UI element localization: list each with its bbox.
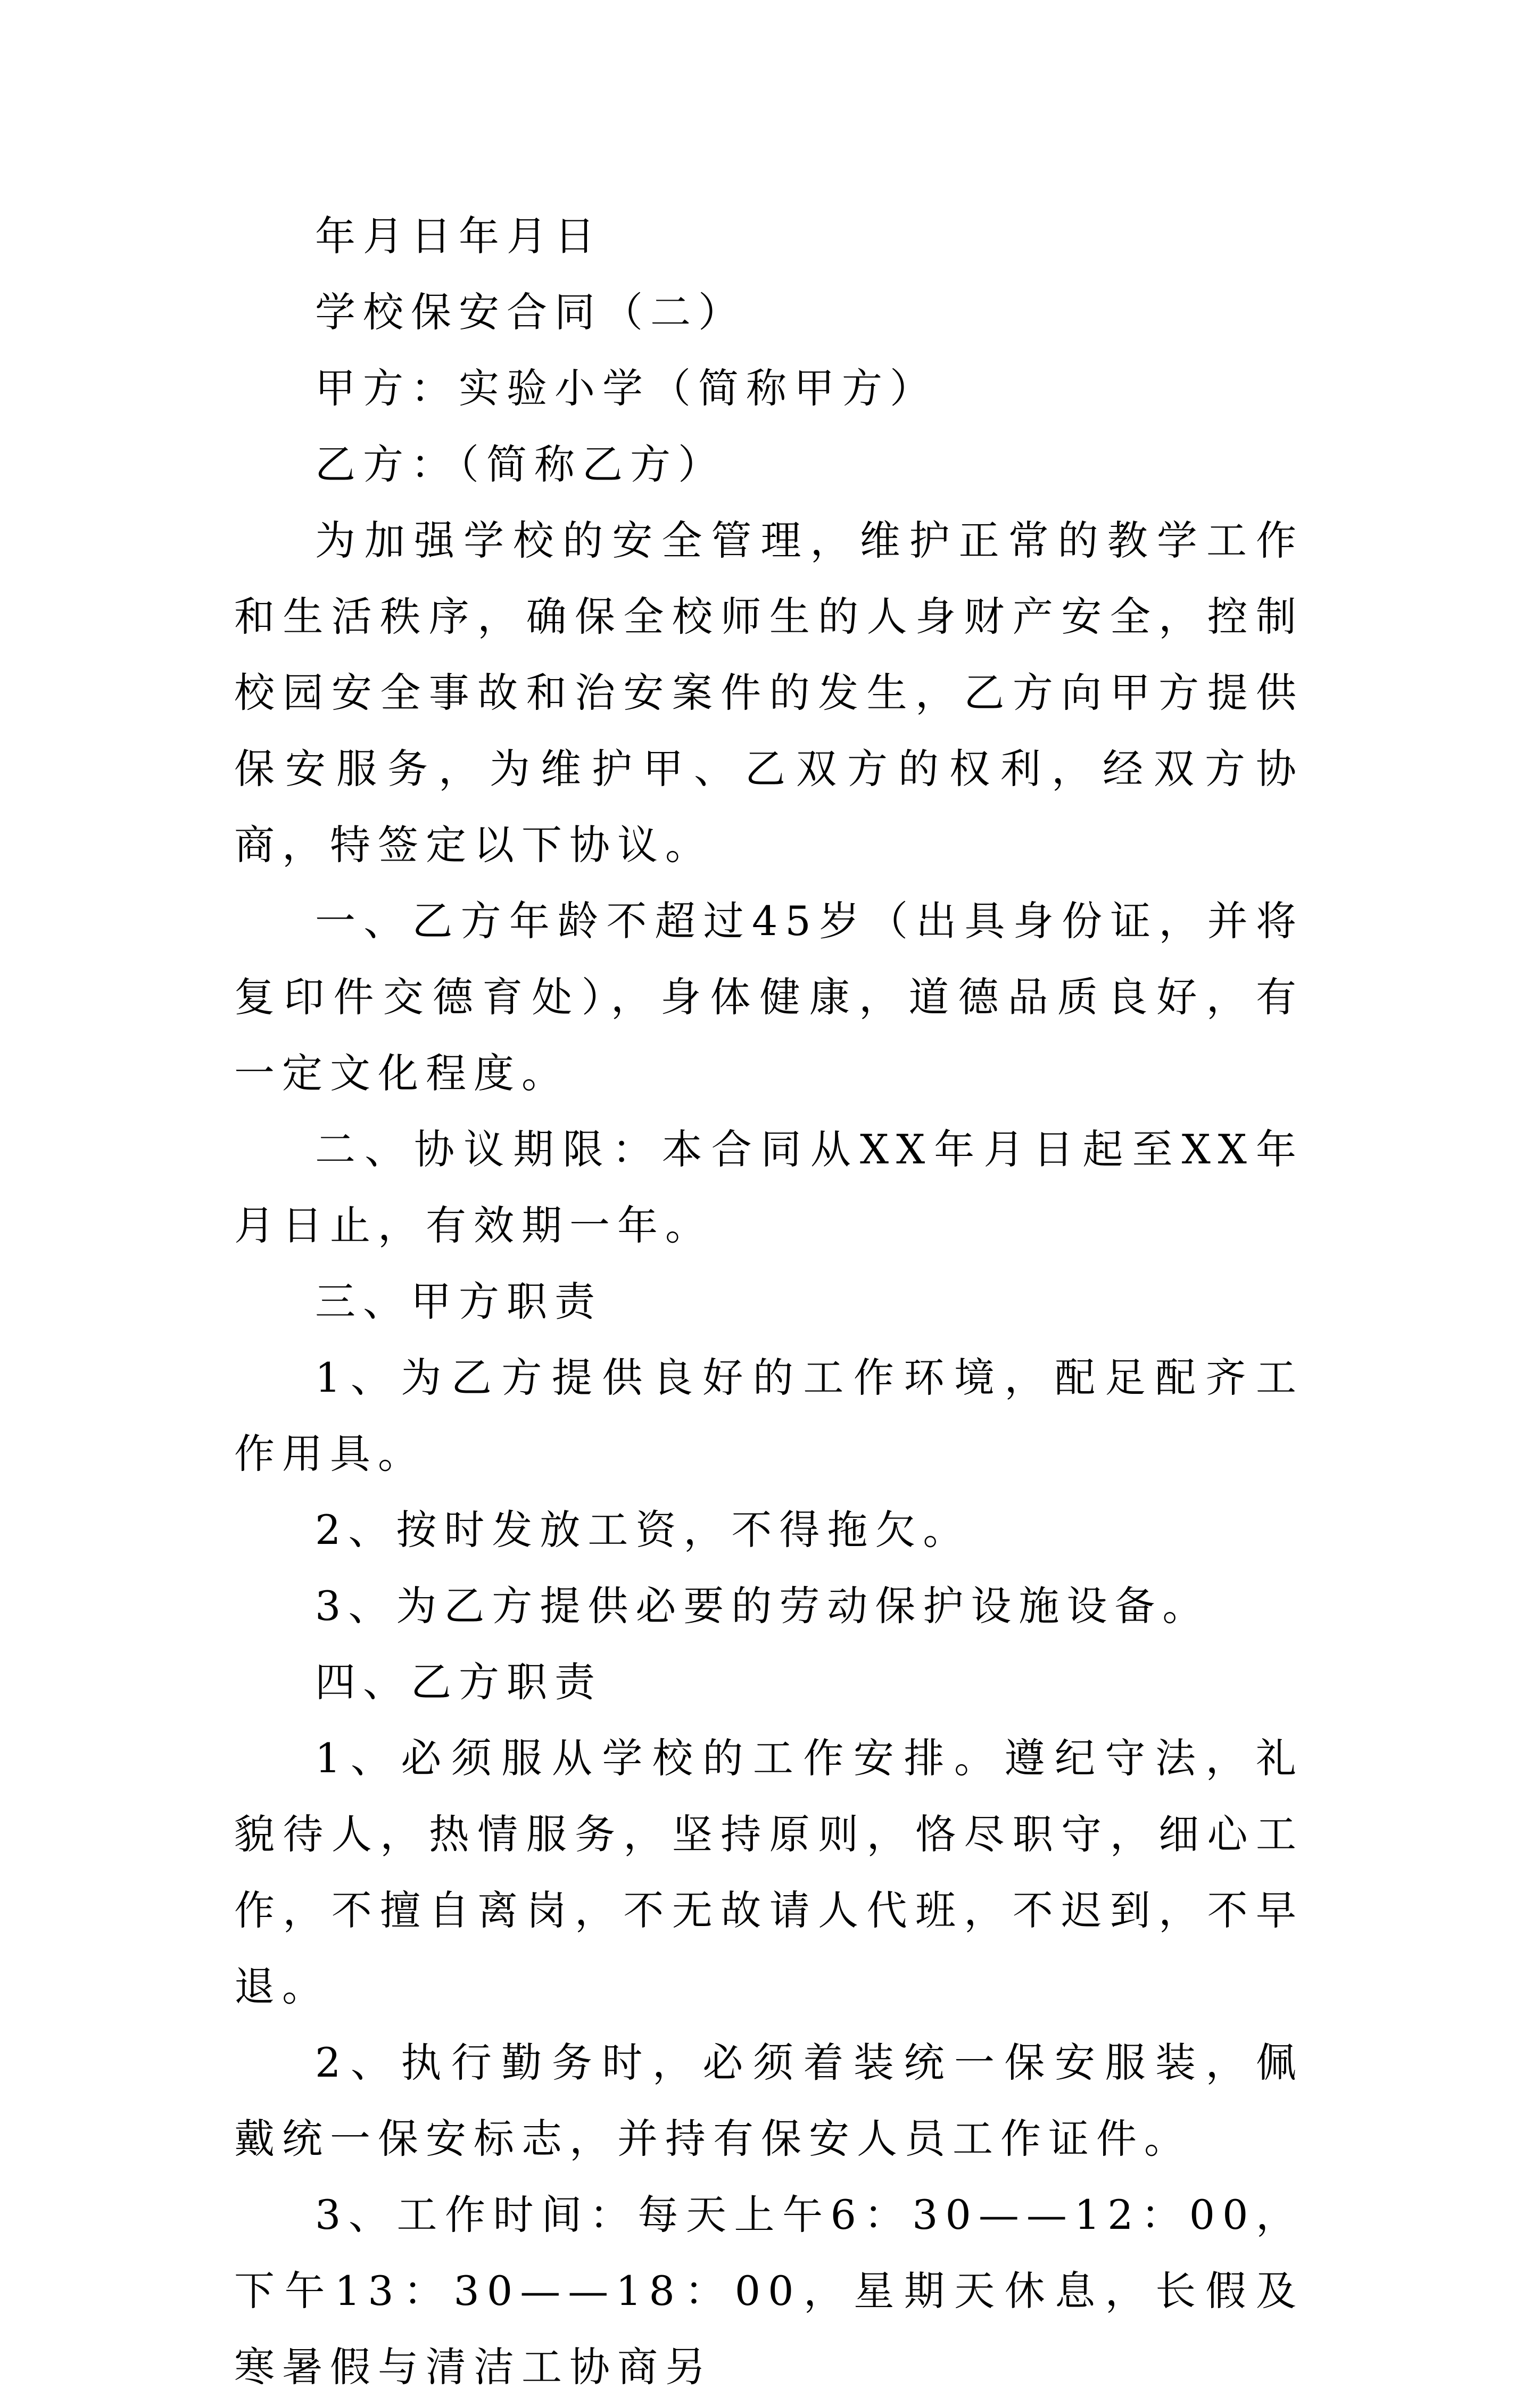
section-party-a-duties: 三、甲方职责 xyxy=(315,1278,602,1325)
clause-1-age: 一、乙方年龄不超过45岁（出具身份证，并将复印件交德育处），身体健康，道德品质良好，有一定文化程度。 xyxy=(234,897,1304,1097)
party-b-duty-1: 1、必须服从学校的工作安排。遵纪守法，礼貌待人，热情服务，坚持原则，恪尽职守，细心工作，不擅自离岗，不无故请人代班，不迟到，不早退。 xyxy=(234,1734,1304,2010)
clause-2-term: 二、协议期限：本合同从XX年月日起至XX年月日止，有效期一年。 xyxy=(234,1126,1304,1249)
party-a-duty-1: 1、为乙方提供良好的工作环境，配足配齐工作用具。 xyxy=(234,1354,1304,1477)
preamble-paragraph: 为加强学校的安全管理，维护正常的教学工作和生活秩序，确保全校师生的人身财产安全，控制校园安全事故和治安案件的发生，乙方向甲方提供保安服务，为维护甲、乙双方的权利，经双方协商，特签定以下协议。 xyxy=(234,517,1304,869)
date-line: 年月日年月日 xyxy=(315,212,602,260)
party-b: 乙方：（简称乙方） xyxy=(315,441,726,488)
party-a-duty-2: 2、按时发放工资，不得拖欠。 xyxy=(315,1506,971,1553)
party-b-duty-3: 3、工作时间：每天上午6：30——12：00，下午13：30——18：00，星期天休息，长假及寒暑假与清洁工协商另 xyxy=(234,2191,1304,2391)
party-a: 甲方：实验小学（简称甲方） xyxy=(315,365,938,412)
contract-title: 学校保安合同（二） xyxy=(315,288,746,336)
party-b-duty-2: 2、执行勤务时，必须着装统一保安服装，佩戴统一保安标志，并持有保安人员工作证件。 xyxy=(234,2039,1304,2162)
party-a-duty-3: 3、为乙方提供必要的劳动保护设施设备。 xyxy=(315,1582,1211,1630)
document-body xyxy=(234,198,1304,2405)
section-party-b-duties: 四、乙方职责 xyxy=(315,1658,602,1706)
